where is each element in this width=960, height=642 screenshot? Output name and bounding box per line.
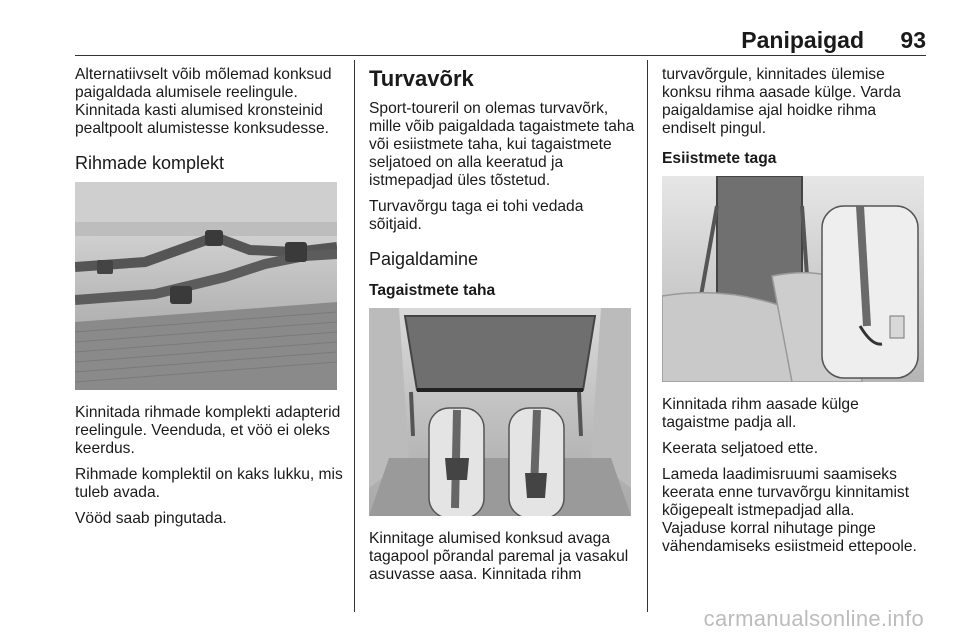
safety-net-rear-illustration — [369, 308, 631, 516]
column-divider-2 — [647, 60, 648, 612]
col1-p1: Kinnitada rihmade komplekti adapterid reelingule. Veenduda, et vöö ei oleks keerdus. — [75, 404, 341, 457]
col1-p3: Vööd saab pingutada. — [75, 510, 227, 527]
col1-heading: Rihmade komplekt — [75, 153, 225, 173]
column-1 — [75, 66, 345, 536]
col2-subsubheading: Tagaistmete taha — [369, 282, 496, 299]
col1-p2: Rihmade komplektil on kaks lukku, mis tuleb avada. — [75, 466, 343, 501]
column-3 — [662, 66, 930, 564]
safety-net-front-illustration — [662, 176, 924, 382]
column-2 — [369, 66, 637, 592]
page-number: 93 — [900, 27, 926, 53]
col2-p1: Sport-toureril on olemas turvavõrk, mille võib paigaldada tagaistmete taha või esiistmete taha, kui tagaistmete seljatoed on alla keeratud ja istmepadjad üles tõstetud. — [369, 100, 635, 189]
col2-p3: Kinnitage alumised konksud avaga tagapool põrandal paremal ja vasakul asuvasse aasa. Kinnitada rihm — [369, 530, 629, 583]
col1-intro: Alternatiivselt võib mõlemad konksud paigaldada alumisele reelingule. Kinnitada kasti alumised kronsteinid pealtpoolt alumistesse konksudesse. — [75, 66, 332, 137]
col2-p2: Turvavõrgu taga ei tohi vedada sõitjaid. — [369, 198, 584, 233]
col3-subsubheading: Esiistmete taga — [662, 150, 777, 167]
col3-p3: Keerata seljatoed ette. — [662, 440, 819, 457]
strap-kit-illustration — [75, 182, 337, 390]
page-title: Panipaigad — [741, 27, 864, 53]
col2-subheading: Paigaldamine — [369, 249, 479, 269]
watermark: carmanualsonline.info — [703, 606, 924, 631]
col2-heading: Turvavõrk — [369, 66, 474, 91]
header-rule — [75, 55, 926, 56]
column-divider-1 — [354, 60, 355, 612]
col3-p2: Kinnitada rihm aasade külge tagaistme padja all. — [662, 396, 859, 431]
col3-p1: turvavõrgule, kinnitades ülemise konksu rihma aasade külge. Varda paigaldamise ajal hoidke rihma endiselt pingul. — [662, 66, 901, 137]
col3-p4: Lameda laadimisruumi saamiseks keerata enne turvavõrgu kinnitamist kõigepealt istmepadjad alla. Vajaduse korral nihutage pinge vähendamiseks esiistmeid ettepoole. — [662, 466, 917, 555]
